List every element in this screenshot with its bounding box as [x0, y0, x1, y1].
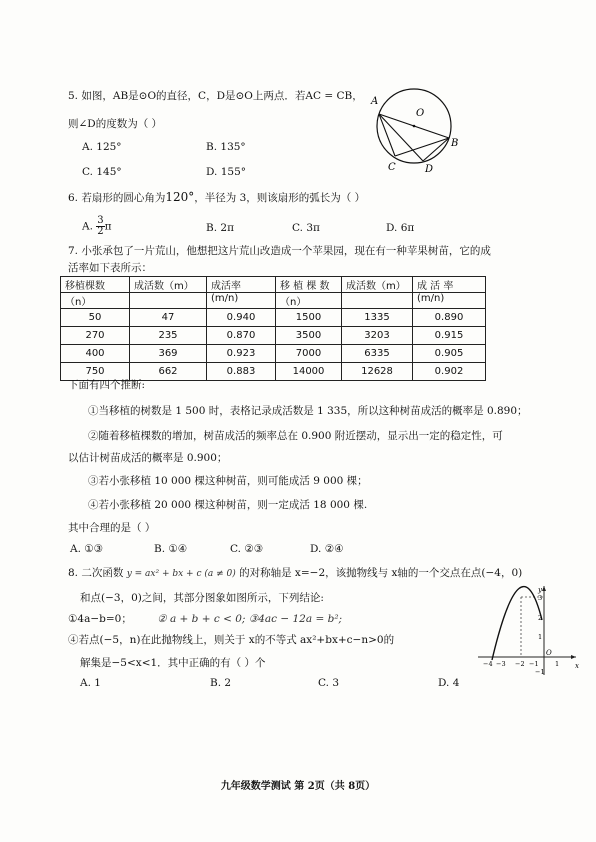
q7-statement-3: ③若小张移植 10 000 棵这种树苗，则可能成活 9 000 棵；	[88, 475, 368, 487]
x-axis-arrow	[571, 655, 576, 659]
table-header-row-1	[61, 277, 486, 293]
q7-line1: 7. 小张承包了一片荒山，他想把这片荒山改造成一个苹果园，现在有一种苹果树苗，它的成	[68, 245, 491, 257]
q8-line3	[68, 611, 342, 626]
q8-parabola-graph	[472, 580, 584, 680]
q6-text-post: ，半径为 3，则该扇形的弧长为（ ）	[194, 192, 366, 204]
q8-line4: ④若点(−5，n)在此抛物线上，则关于 x的不等式 ax²+bx+c−n>0的	[68, 634, 395, 646]
table-row	[61, 327, 486, 345]
label-a: A	[371, 96, 379, 107]
table-header-cell: （n）	[61, 293, 130, 309]
table-header-cell: 移植棵数	[61, 277, 130, 293]
table-cell: 7000	[276, 345, 342, 363]
q8-option-c: C. 3	[318, 677, 340, 689]
q8-conclusion-2-3: ② a + b + c < 0; ③4ac − 12a = b²;	[157, 613, 343, 625]
y-tick-label: −1	[535, 668, 545, 676]
q8-line2: 和点(−3，0)之间，其部分图象如图所示，下列结论:	[80, 592, 324, 604]
label-d: D	[425, 164, 434, 174]
x-tick-label: 1	[555, 660, 560, 668]
table-cell: 12628	[342, 363, 413, 381]
chord-cb	[395, 138, 449, 156]
q6-option-d: D. 6π	[386, 222, 415, 234]
q6-option-a-pi: π	[104, 220, 112, 233]
table-header-cell: 成活数（m）	[130, 277, 207, 293]
table-cell: 47	[130, 309, 207, 327]
q6-option-a-fraction	[96, 216, 104, 237]
q8-line5: 解集是−5<x<1．其中正确的有（ ）个	[80, 657, 266, 669]
table-cell: 0.870	[207, 327, 276, 345]
q5-option-a: A. 125°	[82, 141, 122, 153]
q5-option-d: D. 155°	[206, 166, 247, 178]
label-c: C	[388, 162, 396, 173]
center-dot	[413, 125, 416, 128]
table-cell: 6335	[342, 345, 413, 363]
table-cell: 0.905	[413, 345, 486, 363]
q8-option-b: B. 2	[210, 677, 232, 689]
q8-conclusion-1: ①4a−b=0；	[68, 613, 132, 625]
q7-statement-1: ①当移植的树数是 1 500 时，表格记录成活数是 1 335，所以这种树苗成活的概率是 0.890；	[88, 405, 528, 417]
q6-option-b: B. 2π	[206, 222, 234, 234]
table-header-cell	[130, 293, 207, 309]
q6-frac-denominator: 2	[97, 226, 104, 237]
q7-line2: 活率如下表所示：	[68, 262, 152, 274]
q7-statement-2b: 以估计树苗成活的概率是 0.900；	[68, 452, 228, 464]
q5-circle-figure	[368, 82, 468, 174]
table-cell: 50	[61, 309, 130, 327]
label-b: B	[451, 138, 459, 149]
x-tick-label: −1	[529, 660, 539, 668]
table-header-cell: 成活数（m）	[342, 277, 413, 293]
y-tick-label: 2	[538, 614, 543, 622]
table-cell: 3203	[342, 327, 413, 345]
table-header-cell: （n）	[276, 293, 342, 309]
table-cell: 14000	[276, 363, 342, 381]
q8-option-a: A. 1	[80, 677, 101, 689]
q8-option-d: D. 4	[438, 677, 460, 689]
table-header-cell: (m/n)	[413, 293, 486, 309]
table-cell: 0.940	[207, 309, 276, 327]
table-header-cell: 移 植 棵 数	[276, 277, 342, 293]
q7-statement-2a: ②随着移植棵数的增加，树苗成活的频率总在 0.900 附近摆动，显示出一定的稳定性，可	[88, 430, 503, 442]
q8-line1-start: 8. 二次函数	[68, 567, 124, 579]
q8-line1-end: 的对称轴是 x=−2，该抛物线与 x轴的一个交点在点(−4，0)	[239, 567, 523, 579]
table-cell: 0.890	[413, 309, 486, 327]
q5-option-c: C. 145°	[82, 166, 122, 178]
y-axis-label: y	[538, 586, 542, 594]
x-axis-label: x	[575, 662, 579, 670]
page-footer: 九年级数学测试 第 2页（共 8页）	[220, 781, 376, 792]
table-cell: 1500	[276, 309, 342, 327]
q6-stem	[68, 190, 365, 205]
q7-option-d: D. ②④	[310, 543, 344, 555]
y-axis-arrow	[542, 586, 546, 591]
chord-ac	[379, 114, 395, 156]
q5-line1: 5. 如图，AB是⊙O的直径，C，D是⊙O上两点．若AC = CB，	[68, 90, 363, 102]
chord-db	[423, 138, 449, 161]
q7-option-a: A. ①③	[70, 543, 104, 555]
q6-angle: 120°	[165, 190, 195, 204]
q7-survival-table	[60, 276, 486, 381]
q5-line2: 则∠D的度数为（ ）	[68, 118, 163, 130]
q6-frac-numerator: 3	[97, 215, 104, 226]
q8-line1	[68, 565, 522, 580]
parabola-curve	[492, 587, 542, 660]
y-tick-label: 3	[538, 594, 543, 602]
q7-question: 其中合理的是（ ）	[68, 522, 156, 534]
table-cell: 235	[130, 327, 207, 345]
table-cell: 0.883	[207, 363, 276, 381]
table-header-cell: 成 活 率	[413, 277, 486, 293]
x-tick-label: −2	[515, 660, 525, 668]
label-o: O	[416, 108, 425, 119]
table-row	[61, 345, 486, 363]
table-row	[61, 309, 486, 327]
q7-intro: 下面有四个推断:	[68, 379, 146, 391]
table-header-cell: (m/n)	[207, 293, 276, 309]
q5-option-b: B. 135°	[206, 141, 246, 153]
table-cell: 369	[130, 345, 207, 363]
table-cell: 662	[130, 363, 207, 381]
x-tick-label: −3	[496, 660, 506, 668]
table-cell: 1335	[342, 309, 413, 327]
table-cell: 270	[61, 327, 130, 345]
y-tick-label: 1	[538, 633, 543, 641]
q7-option-b: B. ①④	[154, 543, 188, 555]
q7-option-c: C. ②③	[230, 543, 264, 555]
q6-option-c: C. 3π	[292, 222, 320, 234]
table-cell: 0.915	[413, 327, 486, 345]
origin-label: O	[546, 649, 552, 657]
q8-function-formula: y = ax² + bx + c (a ≠ 0)	[126, 569, 236, 579]
table-cell: 400	[61, 345, 130, 363]
table-header-cell: 成活率	[207, 277, 276, 293]
table-cell: 750	[61, 363, 130, 381]
table-header-row-2	[61, 293, 486, 309]
table-cell: 0.902	[413, 363, 486, 381]
x-tick-label: −4	[483, 660, 493, 668]
q6-option-a	[82, 216, 112, 237]
q6-option-a-label: A.	[82, 220, 93, 233]
q6-text-pre: 6. 若扇形的圆心角为	[68, 192, 166, 204]
table-cell: 3500	[276, 327, 342, 345]
table-cell: 0.923	[207, 345, 276, 363]
table-header-cell	[342, 293, 413, 309]
q7-statement-4: ④若小张移植 20 000 棵这种树苗，则一定成活 18 000 棵.	[88, 499, 368, 511]
